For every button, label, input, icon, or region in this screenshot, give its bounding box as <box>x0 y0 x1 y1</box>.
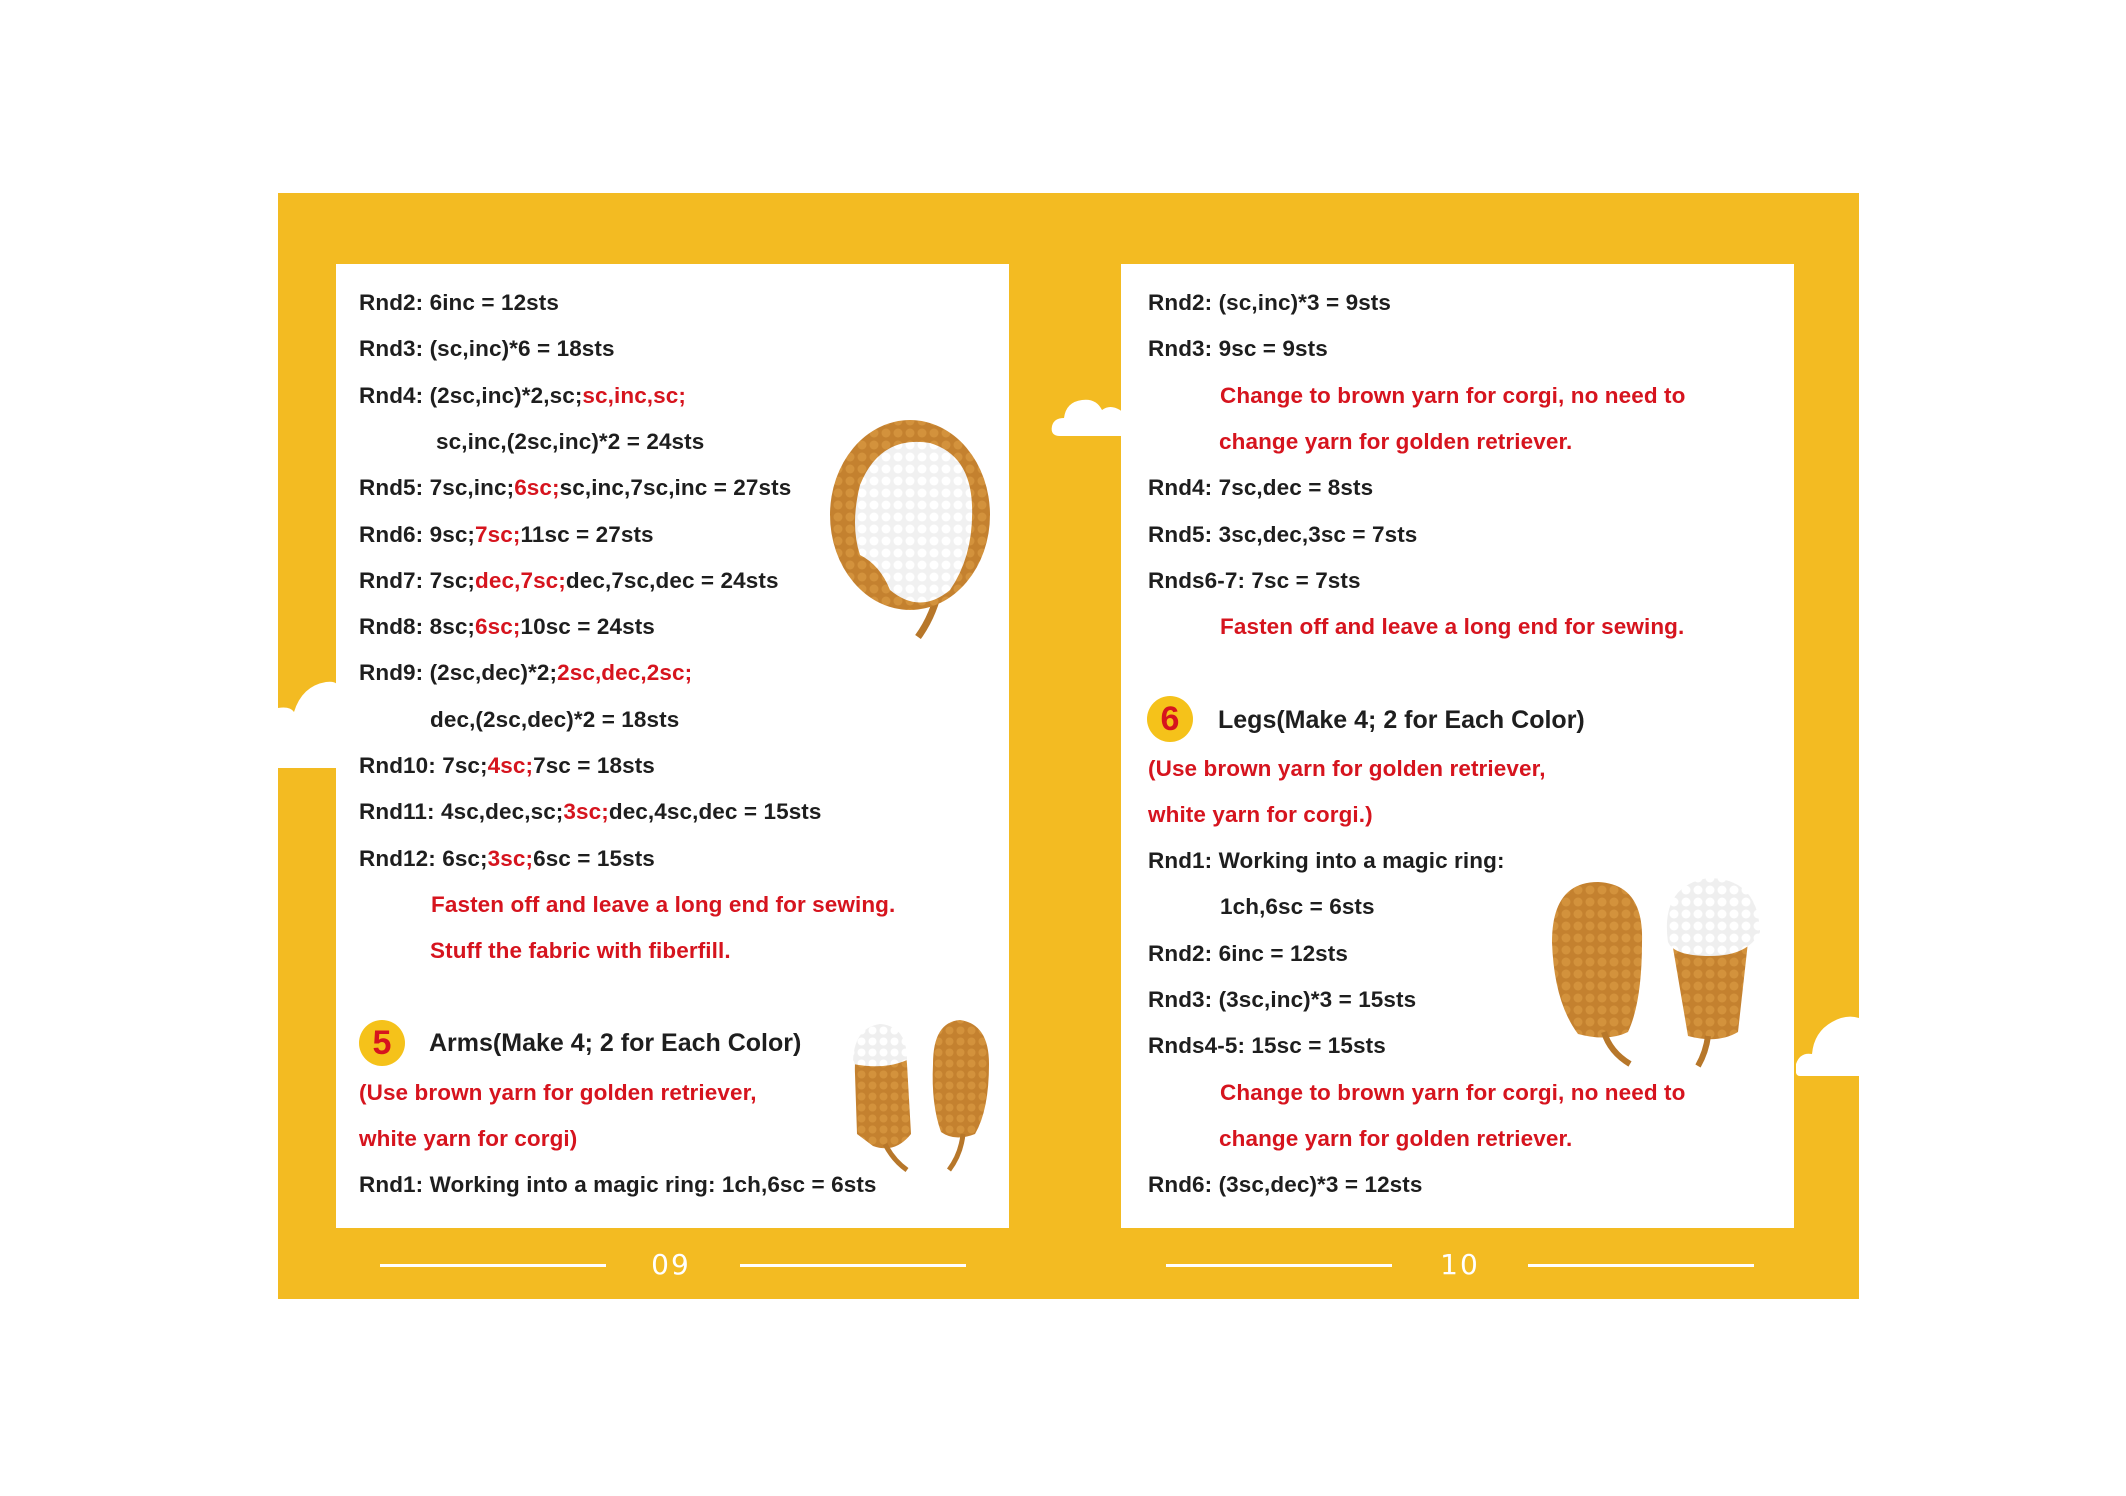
footer-rule-right-2 <box>1528 1264 1754 1267</box>
instruction-text: Rnd1: Working into a magic ring: <box>1148 848 1505 873</box>
instruction-line <box>359 522 654 548</box>
instruction-highlight: Fasten off and leave a long end for sewing. <box>431 891 896 917</box>
instruction-line <box>430 938 731 964</box>
page-number-10: 10 <box>1440 1248 1480 1281</box>
instruction-line <box>1148 522 1417 548</box>
instruction-text: Rnd3: (sc,inc)*6 = 18sts <box>359 336 615 362</box>
instruction-line <box>431 892 895 918</box>
instruction-line <box>1148 568 1361 594</box>
instruction-line <box>436 429 704 455</box>
instruction-line <box>359 336 615 362</box>
instruction-line <box>359 383 686 409</box>
instruction-line <box>1220 894 1375 920</box>
instruction-highlight: 2sc,dec,2sc; <box>557 660 693 686</box>
instruction-line <box>1148 1172 1423 1198</box>
instruction-line <box>1148 1033 1386 1059</box>
instruction-highlight: 6sc; <box>514 475 560 501</box>
instruction-line <box>359 614 655 640</box>
instruction-highlight: Change to brown yarn for corgi, no need to <box>1220 382 1686 408</box>
instruction-highlight: 4sc; <box>487 753 534 778</box>
legs-piece-photo <box>1548 872 1768 1068</box>
instruction-highlight: 3sc; <box>563 799 609 825</box>
instruction-line <box>359 846 655 872</box>
instruction-text: Rnd12: 6sc; <box>359 845 488 871</box>
instruction-text: Rnd6: (3sc,dec)*3 = 12sts <box>1148 1172 1423 1198</box>
instruction-line <box>359 475 791 501</box>
instruction-highlight: 7sc; <box>475 521 521 547</box>
instruction-line <box>359 799 822 825</box>
section-5-note-line-2: white yarn for corgi) <box>359 1126 578 1151</box>
instruction-text: Rnd6: 9sc; <box>359 521 476 547</box>
instruction-text: Rnd2: 6inc = 12sts <box>1148 940 1349 966</box>
footer-rule-right-1 <box>1166 1264 1392 1267</box>
section-6-note-line-1: (Use brown yarn for golden retriever, <box>1148 756 1546 781</box>
instruction-text: Rnd5: 7sc,inc; <box>359 475 515 501</box>
instruction-text: 7sc = 18sts <box>533 753 655 778</box>
section-6-note-line-2: white yarn for corgi.) <box>1148 802 1373 827</box>
instruction-line <box>1148 290 1391 316</box>
cloud-icon <box>278 672 340 772</box>
instruction-highlight: Change to brown yarn for corgi, no need to <box>1220 1079 1686 1105</box>
instruction-line <box>1148 848 1505 874</box>
instruction-line <box>1148 987 1416 1013</box>
instruction-line <box>430 707 679 733</box>
instruction-text: dec,7sc,dec = 24sts <box>565 567 779 593</box>
page-number-09: 09 <box>651 1248 691 1281</box>
instruction-text: Rnds6-7: 7sc = 7sts <box>1148 567 1361 593</box>
instruction-highlight: 3sc; <box>487 845 534 871</box>
section-5-badge: 5 <box>359 1020 405 1066</box>
instruction-highlight: sc,inc,sc; <box>582 382 686 408</box>
instruction-text: Rnd11: 4sc,dec,sc; <box>359 799 564 825</box>
instruction-text: Rnd4: (2sc,inc)*2,sc; <box>359 382 583 408</box>
instruction-line <box>359 660 692 686</box>
instruction-text: Rnds4-5: 15sc = 15sts <box>1148 1033 1386 1059</box>
instruction-highlight: change yarn for golden retriever. <box>1219 428 1573 454</box>
instruction-text: Rnd2: (sc,inc)*3 = 9sts <box>1148 290 1392 315</box>
instruction-line <box>359 568 779 594</box>
instruction-line <box>1220 614 1684 640</box>
section-6-badge: 6 <box>1147 696 1193 742</box>
instruction-line <box>1148 475 1373 501</box>
head-piece-photo <box>820 415 990 645</box>
instruction-text: dec,(2sc,dec)*2 = 18sts <box>430 706 680 732</box>
instruction-text: Rnd3: (3sc,inc)*3 = 15sts <box>1148 986 1417 1012</box>
instruction-line <box>359 290 559 316</box>
instruction-highlight: 6sc; <box>475 614 521 640</box>
section-5-note-line-1: (Use brown yarn for golden retriever, <box>359 1080 757 1105</box>
instruction-line <box>1219 1126 1572 1152</box>
footer-rule-left-2 <box>740 1264 966 1267</box>
instruction-text: Rnd2: 6inc = 12sts <box>359 290 560 315</box>
instruction-text: 10sc = 24sts <box>520 614 655 640</box>
instruction-highlight: Fasten off and leave a long end for sewing. <box>1220 614 1685 640</box>
instruction-line <box>1220 1080 1685 1106</box>
cloud-icon <box>1796 990 1859 1080</box>
instruction-text: 6sc = 15sts <box>533 845 655 871</box>
instruction-text: Rnd7: 7sc; <box>359 567 476 593</box>
instruction-text: 11sc = 27sts <box>520 521 654 547</box>
instruction-line <box>1219 429 1572 455</box>
instruction-text: dec,4sc,dec = 15sts <box>608 799 822 825</box>
instruction-text: 1ch,6sc = 6sts <box>1220 894 1375 920</box>
instruction-highlight: change yarn for golden retriever. <box>1219 1125 1573 1151</box>
instruction-text: Rnd5: 3sc,dec,3sc = 7sts <box>1148 521 1418 547</box>
instruction-line <box>1220 383 1685 409</box>
instruction-line <box>359 753 655 779</box>
instruction-text: sc,inc,(2sc,inc)*2 = 24sts <box>436 428 705 454</box>
instruction-line <box>1148 336 1328 362</box>
instruction-text: Rnd4: 7sc,dec = 8sts <box>1148 475 1374 501</box>
footer-rule-left-1 <box>380 1264 606 1267</box>
instruction-text: Rnd10: 7sc; <box>359 753 488 778</box>
instruction-highlight: Stuff the fabric with fiberfill. <box>430 938 731 964</box>
instruction-line <box>1148 941 1348 967</box>
section-5-title: Arms(Make 4; 2 for Each Color) <box>429 1029 802 1057</box>
instruction-text: Rnd3: 9sc = 9sts <box>1148 336 1328 362</box>
section-6-title: Legs(Make 4; 2 for Each Color) <box>1218 706 1585 734</box>
instruction-text: Rnd8: 8sc; <box>359 614 476 640</box>
instruction-highlight: dec,7sc; <box>475 567 566 593</box>
arms-piece-photo <box>845 1014 1005 1174</box>
section-5-rnd1: Rnd1: Working into a magic ring: 1ch,6sc = 6sts <box>359 1172 877 1197</box>
instruction-text: Rnd9: (2sc,dec)*2; <box>359 660 558 686</box>
cloud-icon <box>1050 390 1130 440</box>
instruction-text: sc,inc,7sc,inc = 27sts <box>559 475 792 501</box>
